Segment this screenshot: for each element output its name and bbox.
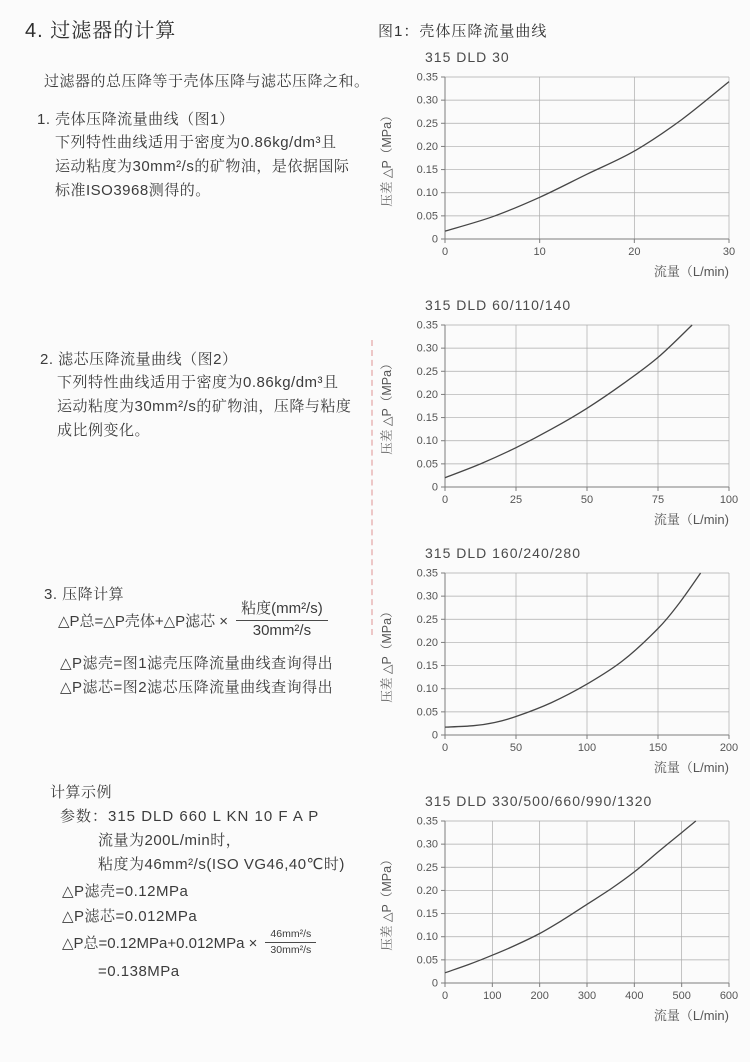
section1-body: [55, 131, 349, 203]
chart-list: [375, 49, 745, 1025]
svg-text:0.20: 0.20: [416, 636, 438, 649]
svg-text:75: 75: [651, 494, 665, 506]
svg-text:0.10: 0.10: [416, 435, 438, 448]
svg-text:0.15: 0.15: [416, 412, 438, 425]
svg-text:10: 10: [533, 246, 546, 258]
section3-heading: 3. 压降计算: [44, 586, 125, 603]
section2-line: 下列特性曲线适用于密度为0.86kg/dm³且: [57, 374, 339, 391]
figures-column: [375, 20, 745, 1041]
svg-text:0.20: 0.20: [416, 140, 438, 153]
svg-text:0.10: 0.10: [416, 931, 438, 944]
svg-text:0.30: 0.30: [416, 342, 438, 355]
svg-text:0.20: 0.20: [416, 884, 438, 897]
svg-text:0.10: 0.10: [416, 187, 438, 200]
svg-text:400: 400: [625, 990, 644, 1002]
chart-title: 315 DLD 330/500/660/990/1320: [425, 793, 653, 809]
svg-text:0: 0: [441, 742, 449, 754]
section2-body: [57, 371, 351, 443]
pressure-flow-chart-1: [375, 49, 740, 281]
chart-plot: [375, 315, 740, 529]
svg-text:0: 0: [431, 481, 438, 494]
svg-text:100: 100: [577, 742, 597, 754]
svg-text:200: 200: [530, 990, 549, 1002]
svg-text:0: 0: [431, 729, 438, 742]
svg-text:100: 100: [719, 494, 739, 506]
example-total-lhs: △P总=0.12MPa+0.012MPa ×: [62, 935, 258, 953]
pressure-flow-chart-4: [375, 793, 740, 1025]
svg-text:0.35: 0.35: [416, 567, 438, 580]
svg-text:0.25: 0.25: [416, 365, 438, 378]
x-axis-label: 流量（L/min): [653, 1008, 729, 1023]
pressure-drop-curve: [445, 82, 729, 232]
svg-text:50: 50: [509, 742, 523, 754]
svg-text:0.25: 0.25: [416, 613, 438, 626]
fraction-denominator: 30mm²/s: [252, 621, 312, 639]
svg-text:25: 25: [509, 494, 523, 506]
svg-text:0.20: 0.20: [416, 388, 438, 401]
svg-text:500: 500: [672, 990, 691, 1002]
svg-text:200: 200: [719, 742, 739, 754]
example-result-shell: △P滤壳=0.12MPa: [62, 883, 189, 900]
chart-plot: [375, 811, 740, 1025]
fraction-numerator: 46mm²/s: [265, 928, 316, 943]
svg-text:0.05: 0.05: [416, 706, 438, 719]
formula-note: △P滤芯=图2滤芯压降流量曲线查询得出: [60, 679, 334, 696]
svg-text:100: 100: [483, 990, 502, 1002]
y-axis-label: 压差 △P（MPa）: [380, 853, 394, 951]
section1-line: 运动粘度为30mm²/s的矿物油，是依据国际: [55, 158, 350, 175]
example-condition-line: 粘度为46mm²/s(ISO VG46,40℃时): [98, 856, 345, 873]
svg-text:300: 300: [577, 990, 597, 1002]
chart-title: 315 DLD 60/110/140: [425, 297, 572, 313]
svg-text:0.25: 0.25: [416, 117, 438, 130]
x-axis-label: 流量（L/min): [653, 760, 729, 775]
example-total-result: =0.138MPa: [98, 963, 180, 980]
intro-paragraph: 过滤器的总压降等于壳体压降与滤芯压降之和。: [44, 73, 370, 90]
svg-text:0.25: 0.25: [416, 861, 438, 874]
svg-text:0.05: 0.05: [416, 210, 438, 223]
chart-title: 315 DLD 30: [425, 49, 510, 65]
svg-text:600: 600: [719, 990, 739, 1002]
pressure-drop-curve: [445, 821, 696, 973]
formula-notes: [60, 652, 333, 700]
svg-text:150: 150: [648, 742, 668, 754]
figure-caption: 图1：壳体压降流量曲线: [378, 23, 548, 40]
formula-fraction: [236, 600, 328, 641]
chart-plot: [375, 67, 740, 281]
svg-text:0: 0: [431, 977, 438, 990]
svg-text:0.30: 0.30: [416, 838, 438, 851]
svg-text:0.15: 0.15: [416, 660, 438, 673]
example-parameters: 参数：315 DLD 660 L KN 10 F A P: [60, 808, 320, 825]
example-fraction: [265, 928, 316, 957]
svg-text:0: 0: [431, 233, 438, 246]
y-axis-label: 压差 △P（MPa）: [380, 109, 394, 207]
example-conditions: [98, 829, 345, 877]
section1-line: 下列特性曲线适用于密度为0.86kg/dm³且: [55, 134, 337, 151]
formula-lhs: △P总=△P壳体+△P滤芯 ×: [58, 612, 229, 630]
svg-text:0.35: 0.35: [416, 815, 438, 828]
x-axis-label: 流量（L/min): [653, 264, 729, 279]
example-result-element: △P滤芯=0.012MPa: [62, 908, 198, 925]
svg-text:0: 0: [441, 494, 449, 506]
svg-text:0.30: 0.30: [416, 590, 438, 603]
svg-text:30: 30: [722, 246, 736, 258]
example-total-formula: [62, 928, 316, 957]
svg-text:0.15: 0.15: [416, 164, 438, 177]
fraction-numerator: 粘度(mm²/s): [236, 600, 328, 621]
section2-heading: 2. 滤芯压降流量曲线（图2）: [40, 351, 238, 368]
pressure-drop-formula: [58, 600, 328, 641]
page-title: 4. 过滤器的计算: [25, 20, 177, 42]
svg-text:0.30: 0.30: [416, 94, 438, 107]
svg-text:0: 0: [441, 990, 449, 1002]
svg-text:0.05: 0.05: [416, 458, 438, 471]
chart-plot: [375, 563, 740, 777]
formula-note: △P滤壳=图1滤壳压降流量曲线查询得出: [60, 655, 334, 672]
pressure-flow-chart-2: [375, 297, 740, 529]
example-heading: 计算示例: [50, 784, 113, 801]
svg-text:0.35: 0.35: [416, 319, 438, 332]
svg-text:0.10: 0.10: [416, 683, 438, 696]
fraction-denominator: 30mm²/s: [270, 944, 312, 957]
section1-heading: 1. 壳体压降流量曲线（图1）: [37, 111, 235, 128]
svg-text:0.15: 0.15: [416, 908, 438, 921]
pressure-flow-chart-3: [375, 545, 740, 777]
section2-line: 运动粘度为30mm²/s的矿物油，压降与粘度: [57, 398, 352, 415]
svg-text:50: 50: [580, 494, 594, 506]
watermark-dashed-line: [371, 340, 373, 635]
svg-text:0.35: 0.35: [416, 71, 438, 84]
svg-text:0.05: 0.05: [416, 954, 438, 967]
y-axis-label: 压差 △P（MPa）: [380, 605, 394, 703]
y-axis-label: 压差 △P（MPa）: [380, 357, 394, 455]
example-condition-line: 流量为200L/min时，: [98, 832, 242, 849]
svg-text:0: 0: [441, 246, 449, 258]
section1-line: 标准ISO3968测得的。: [55, 182, 211, 199]
x-axis-label: 流量（L/min): [653, 512, 729, 527]
svg-text:20: 20: [628, 246, 641, 258]
section2-line: 成比例变化。: [57, 422, 151, 439]
chart-title: 315 DLD 160/240/280: [425, 545, 581, 561]
